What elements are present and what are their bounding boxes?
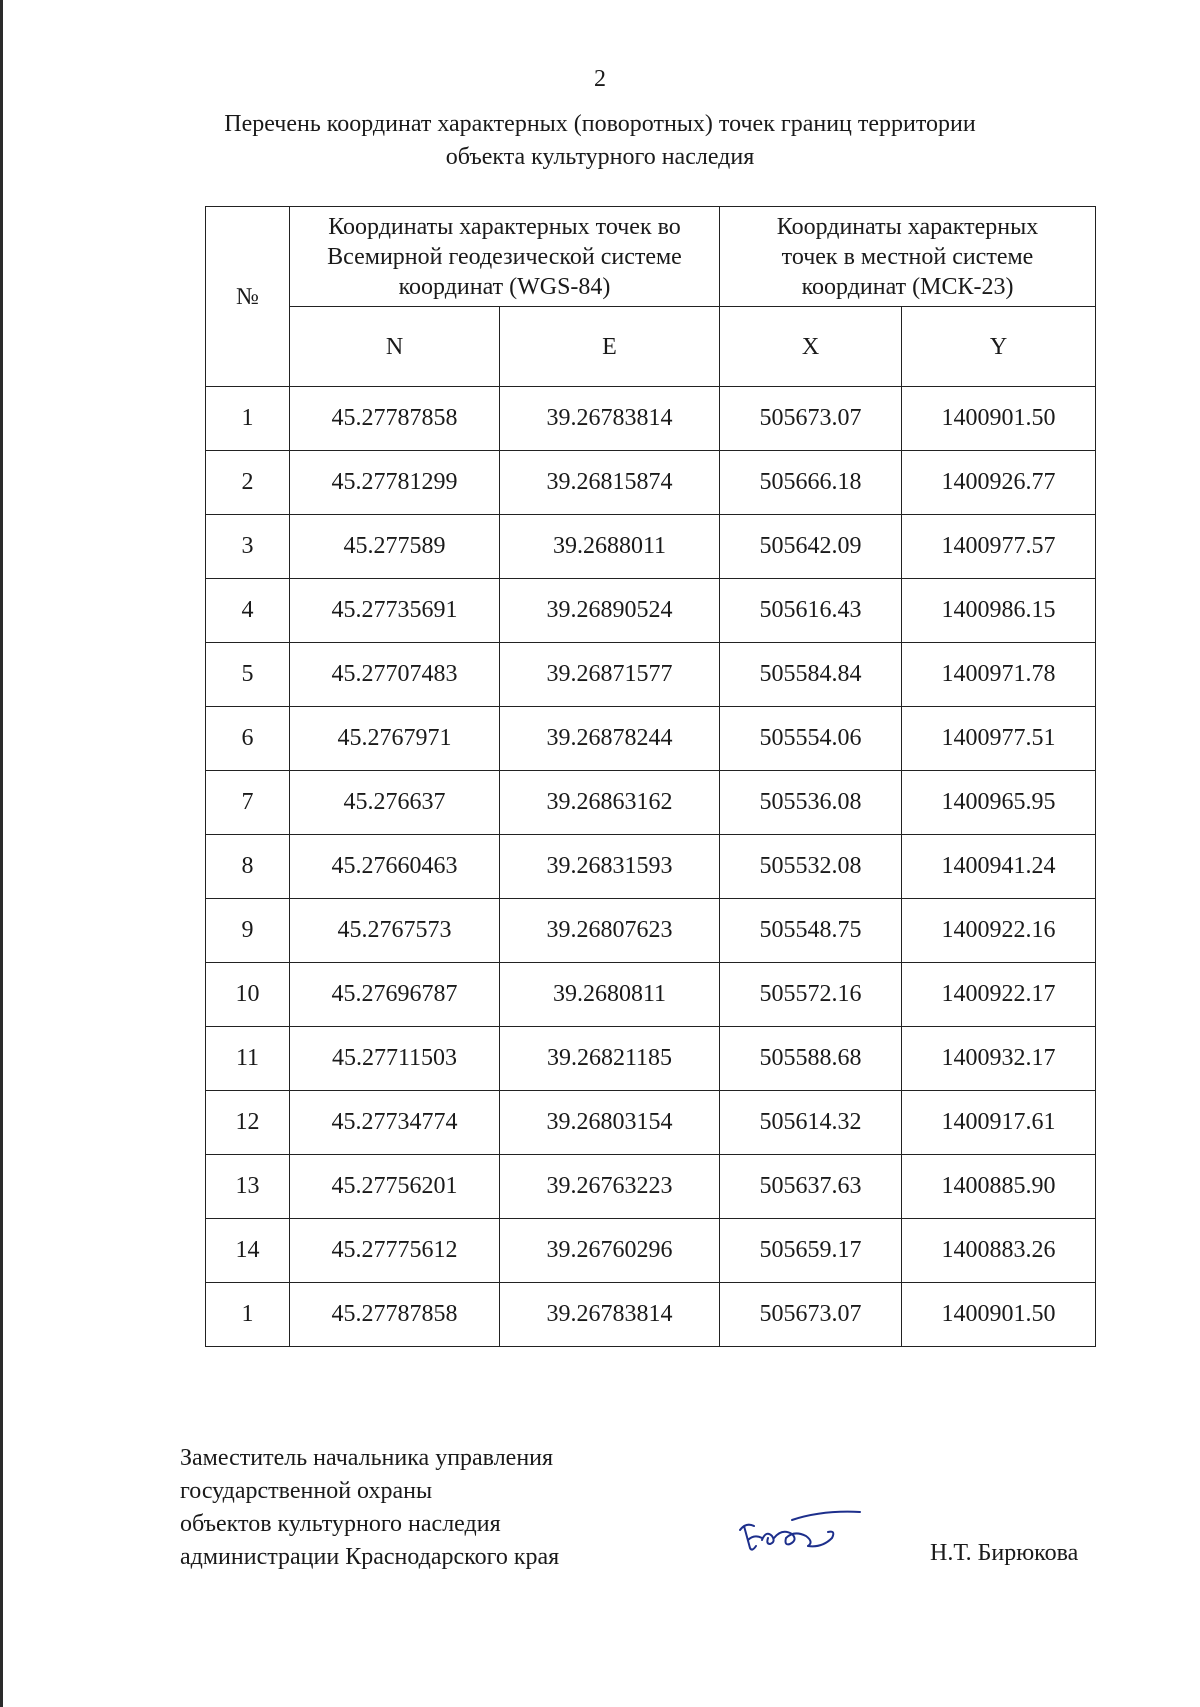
signer-name: Н.Т. Бирюкова — [930, 1540, 1079, 1566]
header-wgs84: Координаты характерных точек во Всемирной геодезической системе координат (WGS-84) — [290, 207, 720, 307]
signer-position-line-2: государственной охраны — [180, 1478, 433, 1504]
table-row — [206, 1155, 1096, 1219]
wgs-n-cell: 45.27787858 — [290, 387, 500, 451]
point-number-cell: 7 — [206, 771, 290, 835]
wgs-e-cell: 39.26871577 — [500, 643, 720, 707]
wgs-e-cell: 39.2680811 — [500, 963, 720, 1027]
msk-y-cell: 1400965.95 — [902, 771, 1096, 835]
point-number-cell: 14 — [206, 1219, 290, 1283]
header-y: Y — [902, 307, 1096, 387]
wgs-e-cell: 39.26760296 — [500, 1219, 720, 1283]
table-header — [206, 207, 1096, 387]
wgs-n-cell: 45.27756201 — [290, 1155, 500, 1219]
wgs-e-cell: 39.26863162 — [500, 771, 720, 835]
wgs-n-cell: 45.27707483 — [290, 643, 500, 707]
table-row — [206, 451, 1096, 515]
msk-x-cell: 505532.08 — [720, 835, 902, 899]
msk-x-cell: 505637.63 — [720, 1155, 902, 1219]
wgs-n-cell: 45.276637 — [290, 771, 500, 835]
msk-y-cell: 1400901.50 — [902, 387, 1096, 451]
msk-x-cell: 505584.84 — [720, 643, 902, 707]
table-row — [206, 835, 1096, 899]
header-x: X — [720, 307, 902, 387]
header-row-groups — [206, 207, 1096, 307]
wgs-e-cell: 39.26890524 — [500, 579, 720, 643]
header-row-axes — [206, 307, 1096, 387]
msk-y-cell: 1400971.78 — [902, 643, 1096, 707]
msk-y-cell: 1400941.24 — [902, 835, 1096, 899]
title-line-1: Перечень координат характерных (поворотных) точек границ территории — [224, 111, 976, 137]
table-row — [206, 1219, 1096, 1283]
msk-y-cell: 1400883.26 — [902, 1219, 1096, 1283]
wgs-n-cell: 45.27781299 — [290, 451, 500, 515]
header-msk23: Координаты характерных точек в местной системе координат (МСК-23) — [720, 207, 1096, 307]
handwritten-signature — [732, 1500, 882, 1560]
point-number-cell: 3 — [206, 515, 290, 579]
signer-position-line-4: администрации Краснодарского края — [180, 1544, 560, 1570]
table-row — [206, 1091, 1096, 1155]
point-number-cell: 13 — [206, 1155, 290, 1219]
point-number-cell: 10 — [206, 963, 290, 1027]
wgs-n-cell: 45.27735691 — [290, 579, 500, 643]
point-number-cell: 6 — [206, 707, 290, 771]
wgs-e-cell: 39.26821185 — [500, 1027, 720, 1091]
msk-x-cell: 505616.43 — [720, 579, 902, 643]
table-row — [206, 643, 1096, 707]
table-row — [206, 963, 1096, 1027]
signer-position-line-1: Заместитель начальника управления — [180, 1445, 554, 1471]
point-number-cell: 2 — [206, 451, 290, 515]
msk-x-cell: 505536.08 — [720, 771, 902, 835]
msk-y-cell: 1400977.51 — [902, 707, 1096, 771]
point-number-cell: 11 — [206, 1027, 290, 1091]
document-title — [150, 108, 1050, 174]
wgs-n-cell: 45.2767971 — [290, 707, 500, 771]
msk-x-cell: 505614.32 — [720, 1091, 902, 1155]
wgs-n-cell: 45.277589 — [290, 515, 500, 579]
point-number-cell: 12 — [206, 1091, 290, 1155]
msk-y-cell: 1400932.17 — [902, 1027, 1096, 1091]
wgs-n-cell: 45.27696787 — [290, 963, 500, 1027]
wgs-e-cell: 39.26763223 — [500, 1155, 720, 1219]
table-row — [206, 771, 1096, 835]
scan-edge — [0, 0, 3, 1707]
point-number-cell: 5 — [206, 643, 290, 707]
wgs-e-cell: 39.26815874 — [500, 451, 720, 515]
table-row — [206, 515, 1096, 579]
table-row — [206, 707, 1096, 771]
point-number-cell: 4 — [206, 579, 290, 643]
msk-x-cell: 505572.16 — [720, 963, 902, 1027]
msk-y-cell: 1400922.16 — [902, 899, 1096, 963]
table-body — [206, 387, 1096, 1347]
msk-x-cell: 505548.75 — [720, 899, 902, 963]
table-row — [206, 1283, 1096, 1347]
table-row — [206, 387, 1096, 451]
msk-x-cell: 505673.07 — [720, 387, 902, 451]
page-number: 2 — [594, 66, 606, 92]
coordinates-table — [205, 206, 1096, 1347]
msk-y-cell: 1400885.90 — [902, 1155, 1096, 1219]
header-num: № — [206, 207, 290, 387]
wgs-n-cell: 45.2767573 — [290, 899, 500, 963]
wgs-n-cell: 45.27775612 — [290, 1219, 500, 1283]
point-number-cell: 9 — [206, 899, 290, 963]
msk-x-cell: 505588.68 — [720, 1027, 902, 1091]
header-n: N — [290, 307, 500, 387]
msk-y-cell: 1400917.61 — [902, 1091, 1096, 1155]
wgs-e-cell: 39.26803154 — [500, 1091, 720, 1155]
point-number-cell: 1 — [206, 1283, 290, 1347]
header-e: E — [500, 307, 720, 387]
point-number-cell: 1 — [206, 387, 290, 451]
msk-x-cell: 505659.17 — [720, 1219, 902, 1283]
wgs-e-cell: 39.2688011 — [500, 515, 720, 579]
wgs-e-cell: 39.26783814 — [500, 387, 720, 451]
msk-x-cell: 505673.07 — [720, 1283, 902, 1347]
wgs-e-cell: 39.26807623 — [500, 899, 720, 963]
wgs-e-cell: 39.26783814 — [500, 1283, 720, 1347]
signature-block — [180, 1442, 559, 1574]
table-row — [206, 1027, 1096, 1091]
wgs-n-cell: 45.27787858 — [290, 1283, 500, 1347]
title-line-2: объекта культурного наследия — [445, 144, 755, 170]
wgs-n-cell: 45.27711503 — [290, 1027, 500, 1091]
msk-y-cell: 1400901.50 — [902, 1283, 1096, 1347]
table-row — [206, 579, 1096, 643]
msk-x-cell: 505666.18 — [720, 451, 902, 515]
wgs-e-cell: 39.26831593 — [500, 835, 720, 899]
point-number-cell: 8 — [206, 835, 290, 899]
wgs-n-cell: 45.27734774 — [290, 1091, 500, 1155]
wgs-e-cell: 39.26878244 — [500, 707, 720, 771]
wgs-n-cell: 45.27660463 — [290, 835, 500, 899]
msk-y-cell: 1400922.17 — [902, 963, 1096, 1027]
msk-x-cell: 505554.06 — [720, 707, 902, 771]
msk-y-cell: 1400986.15 — [902, 579, 1096, 643]
msk-y-cell: 1400926.77 — [902, 451, 1096, 515]
table-row — [206, 899, 1096, 963]
signer-position-line-3: объектов культурного наследия — [180, 1511, 501, 1537]
msk-x-cell: 505642.09 — [720, 515, 902, 579]
msk-y-cell: 1400977.57 — [902, 515, 1096, 579]
